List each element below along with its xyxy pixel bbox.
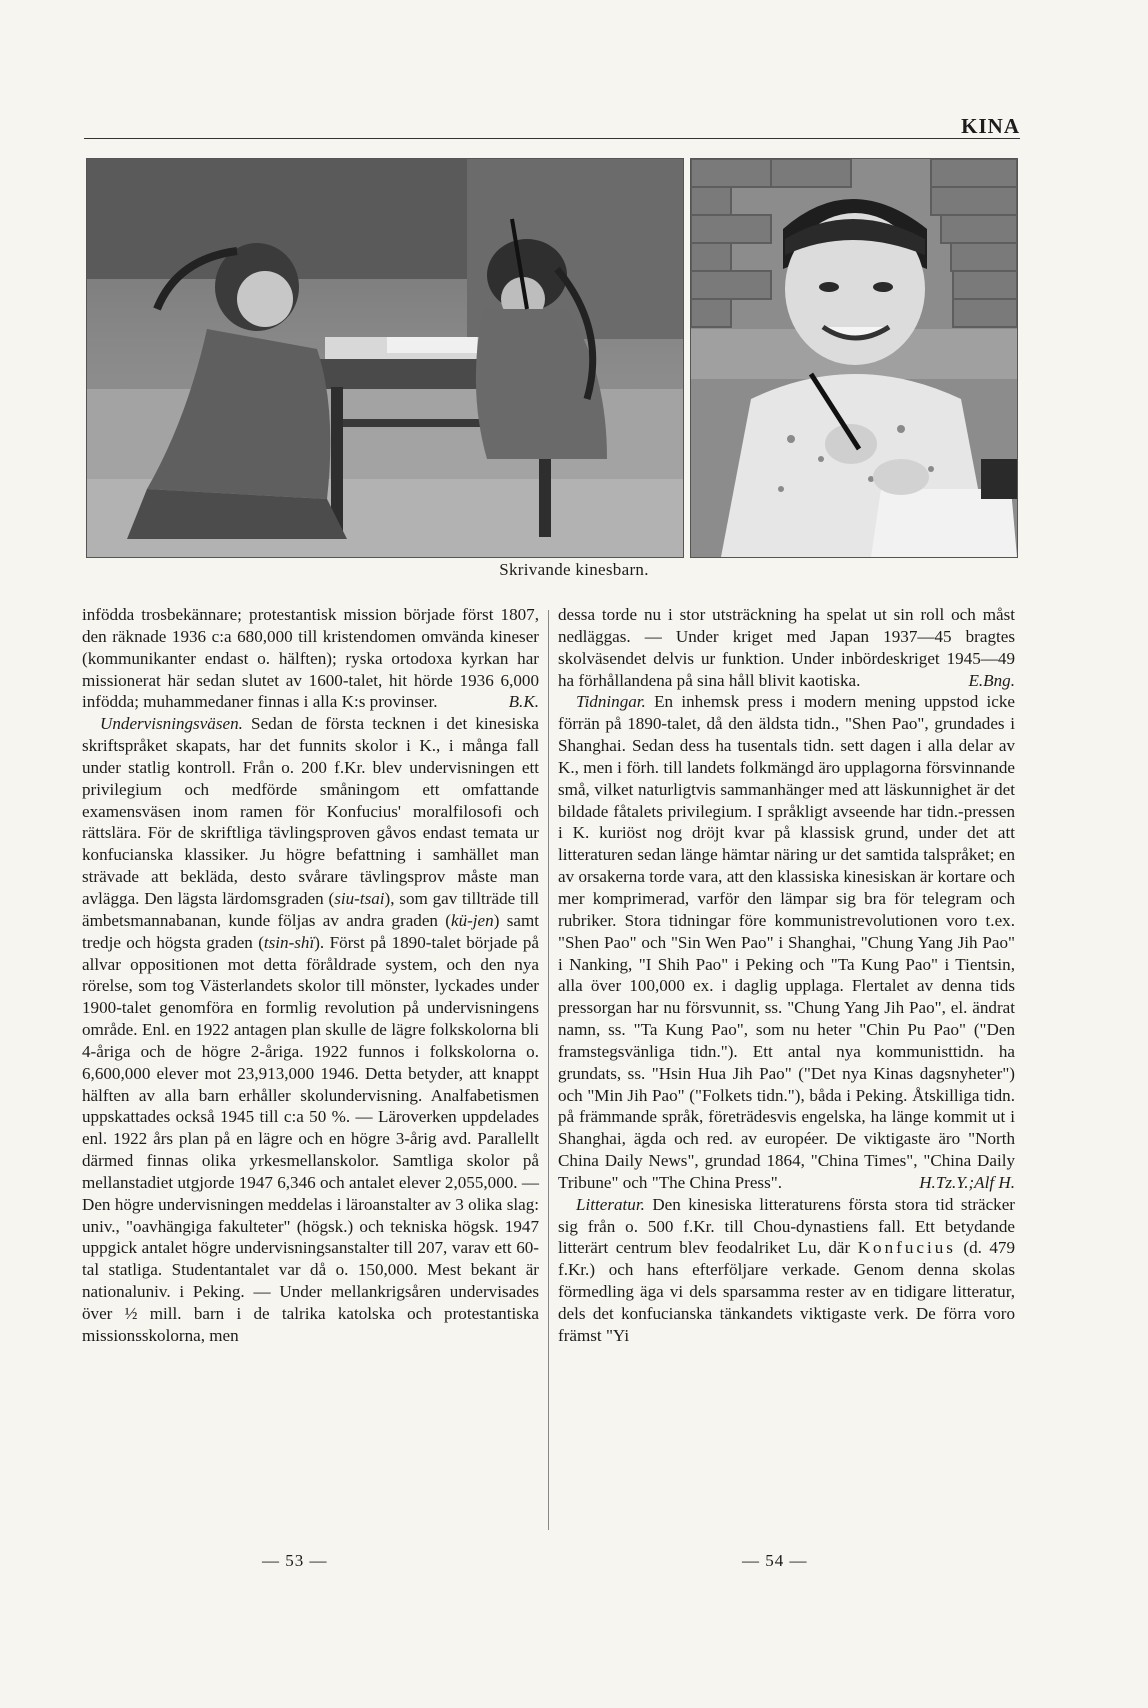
paragraph-literature: Litteratur. Den kinesiska litteraturens första stora tid sträcker sig från o. 500 f.Kr. till Chou-dynastiens fall. Ett betydande litterärt centrum blev feodalriket Lu, där Konfucius (d. 479 f.Kr.) och hans efterföljare verkade. Genom denna skolas förmedling äga vi dels sparsamma rester av en tidigare litteratur, dels det konfucianska tänkandets viktigaste verk. De förra voro främst "Yi [558,1194,1015,1345]
paragraph-education-cont: dessa torde nu i stor utsträckning ha spelat ut sin roll och måst nedläggas. — Under kriget med Japan 1937—45 bragtes skolväsendet delvis ur funktion. Under inbördeskriget 1945—49 ha förhållandena på sina håll blivit kaotiska. E.Bng. [558,605,1015,690]
photo-children-writing-image [87,159,683,557]
column-divider [548,610,549,1530]
section-heading-litteratur: Litteratur. [576,1194,645,1214]
photo-boy-with-brush-image [691,159,1017,557]
page-number-left: — 53 — [262,1551,328,1570]
paragraph-education: Undervisningsväsen. Sedan de första tecknen i det kinesiska skriftspråket skapats, har det funnits skolor i K., i många fall under statlig kontroll. Från o. 200 f.Kr. blev undervisningen ett privilegium och medförde småningom ett omfattande examensväsen inom ramen för Konfucius' moralfilosofi och rättslära. För de skriftliga tävlingsproven gåvos endast temata ur konfucianska klassiker. Ju högre befattning i samhället man strävade att bekläda, desto svårare tävlingsprov måste man avlägga. Den lägsta lärdomsgraden (siu-tsai), som gav tillträde till ämbetsmannabanan, kunde följas av andra graden (kü-jen) samt tredje och högsta graden (tsin-shï). Först på 1890-talet började på allvar oppositionen mot detta föråldrade system, och den nya rörelse, som tog Västerlandets skolor till mönster, lyckades under 1900-talet genomföra en formlig revolution på undervisningens område. Enl. en 1922 antagen plan skulle de lägre folkskolorna bli 4-åriga och de högre 2-åriga. 1922 funnos i folkskolorna o. 6,600,000 elever mot 23,913,000 1946. Detta betyder, att knappt hälften av alla barn erhåller skolundervisning. Analfabetismen uppskattades också 1945 till c:a 50 %. — Läroverken uppdelades enl. 1922 års plan på en lägre och en högre 3-årig avd. Parallellt därmed finnas olika yrkesmellanskolor. Samtliga skolor på mellanstadiet utgjorde 1947 6,346 och antalet elever 2,055,000. — Den högre undervisningen meddelas i läroanstalter av 3 olika slag: univ., "oavhängiga fakulteter" (högsk.) och tekniska högsk. 1947 uppgick antalet högre undervisningsanstalter till 207, varav ett 60-tal statliga. Studentantalet var då o. 150,000. Mest bekant är nationaluniv. i Peking. — Under mellankrigsåren undervisades över ½ mill. barn i de talrika katolska och protestantiska missionsskolorna, men [82,714,540,1345]
paragraph-newspapers: Tidningar. En inhemsk press i modern mening uppstod icke förrän på 1890-talet, då den äldsta tidn., "Shen Pao", grundades i Shanghai. Sedan dess ha tusentals tidn. sett dagen i alla delar av K., men i förh. till landets folkmängd äro upplagorna försvinnande små, vilket naturligtvis sammanhänger med att läskunnighet är det bildade fåtalets privilegium. I språkligt avseende har tidn.-pressen i K. kuriöst nog dröjt kvar på klassisk grund, under det att litteraturen sedan länge hämtar näring ur det samtida talspråket; en av orsakerna torde vara, att den klassiska kinesiskan är kortare och mer komprimerad, varför den lämpar sig bra för telegram och rubriker. Stora tidningar före kommunistrevolutionen voro t.ex. "Shen Pao" och "Sin Wen Pao" i Shanghai, "Chung Yang Jih Pao" i Nanking, "I Shih Pao" i Peking och "Ta Kung Pao" i Tientsin, alla över 100,000 ex. i daglig upplaga. Flertalet av denna tids pressorgan har nu försvunnit, ss. "Chung Yang Jih Pao", el. ändrat namn, ss. "Ta Kung Pao", som nu heter "Chin Pu Pao" ("Den framstegsvänliga tidn."). Ett antal nya kommunisttidn. ha grundats, ss. "Hsin Hua Jih Pao" ("Det nya Kinas dagsnyheter") och "Min Jih Pao" ("Folkets tidn."), båda i Peking. Åtskilliga tidn. på främmande språk, företrädesvis engelska, ha länge kommit ut i Shanghai, ägda och red. av européer. De viktigaste äro "North China Daily News", grundad 1864, "China Times", "China Daily Tribune" och "The China Press". H.Tz.Y.;Alf H. [558,692,1015,1192]
paragraph-religion: infödda trosbekännare; protestantisk mission började först 1807, den räknade 1936 c:a 680,000 till kristendomen omvända kineser (kommunikanter endast o. hälften); ryska ortodoxa kyrkan har missionerat här sedan slutet av 1600-talet, hit hörde 1936 6,000 infödda; muhammedaner finnas i alla K:s provinser. B.K. [82,605,539,712]
text-column-right [558,604,1015,1347]
text-column-left [82,604,539,1347]
author-signature: B.K. [508,692,539,712]
section-heading-tidningar: Tidningar. [576,692,646,712]
page-number-right: — 54 — [742,1551,808,1570]
running-header: KINA [961,114,1020,138]
photo-children-writing [86,158,684,558]
section-heading-undervisningsvasen: Undervisningsväsen. [100,714,243,734]
photo-boy-with-brush [690,158,1018,558]
author-signature: E.Bng. [968,670,1015,690]
header-rule [84,138,1020,139]
figure-caption: Skrivande kinesbarn. [499,560,649,579]
author-signature: H.Tz.Y.;Alf H. [919,1172,1015,1192]
